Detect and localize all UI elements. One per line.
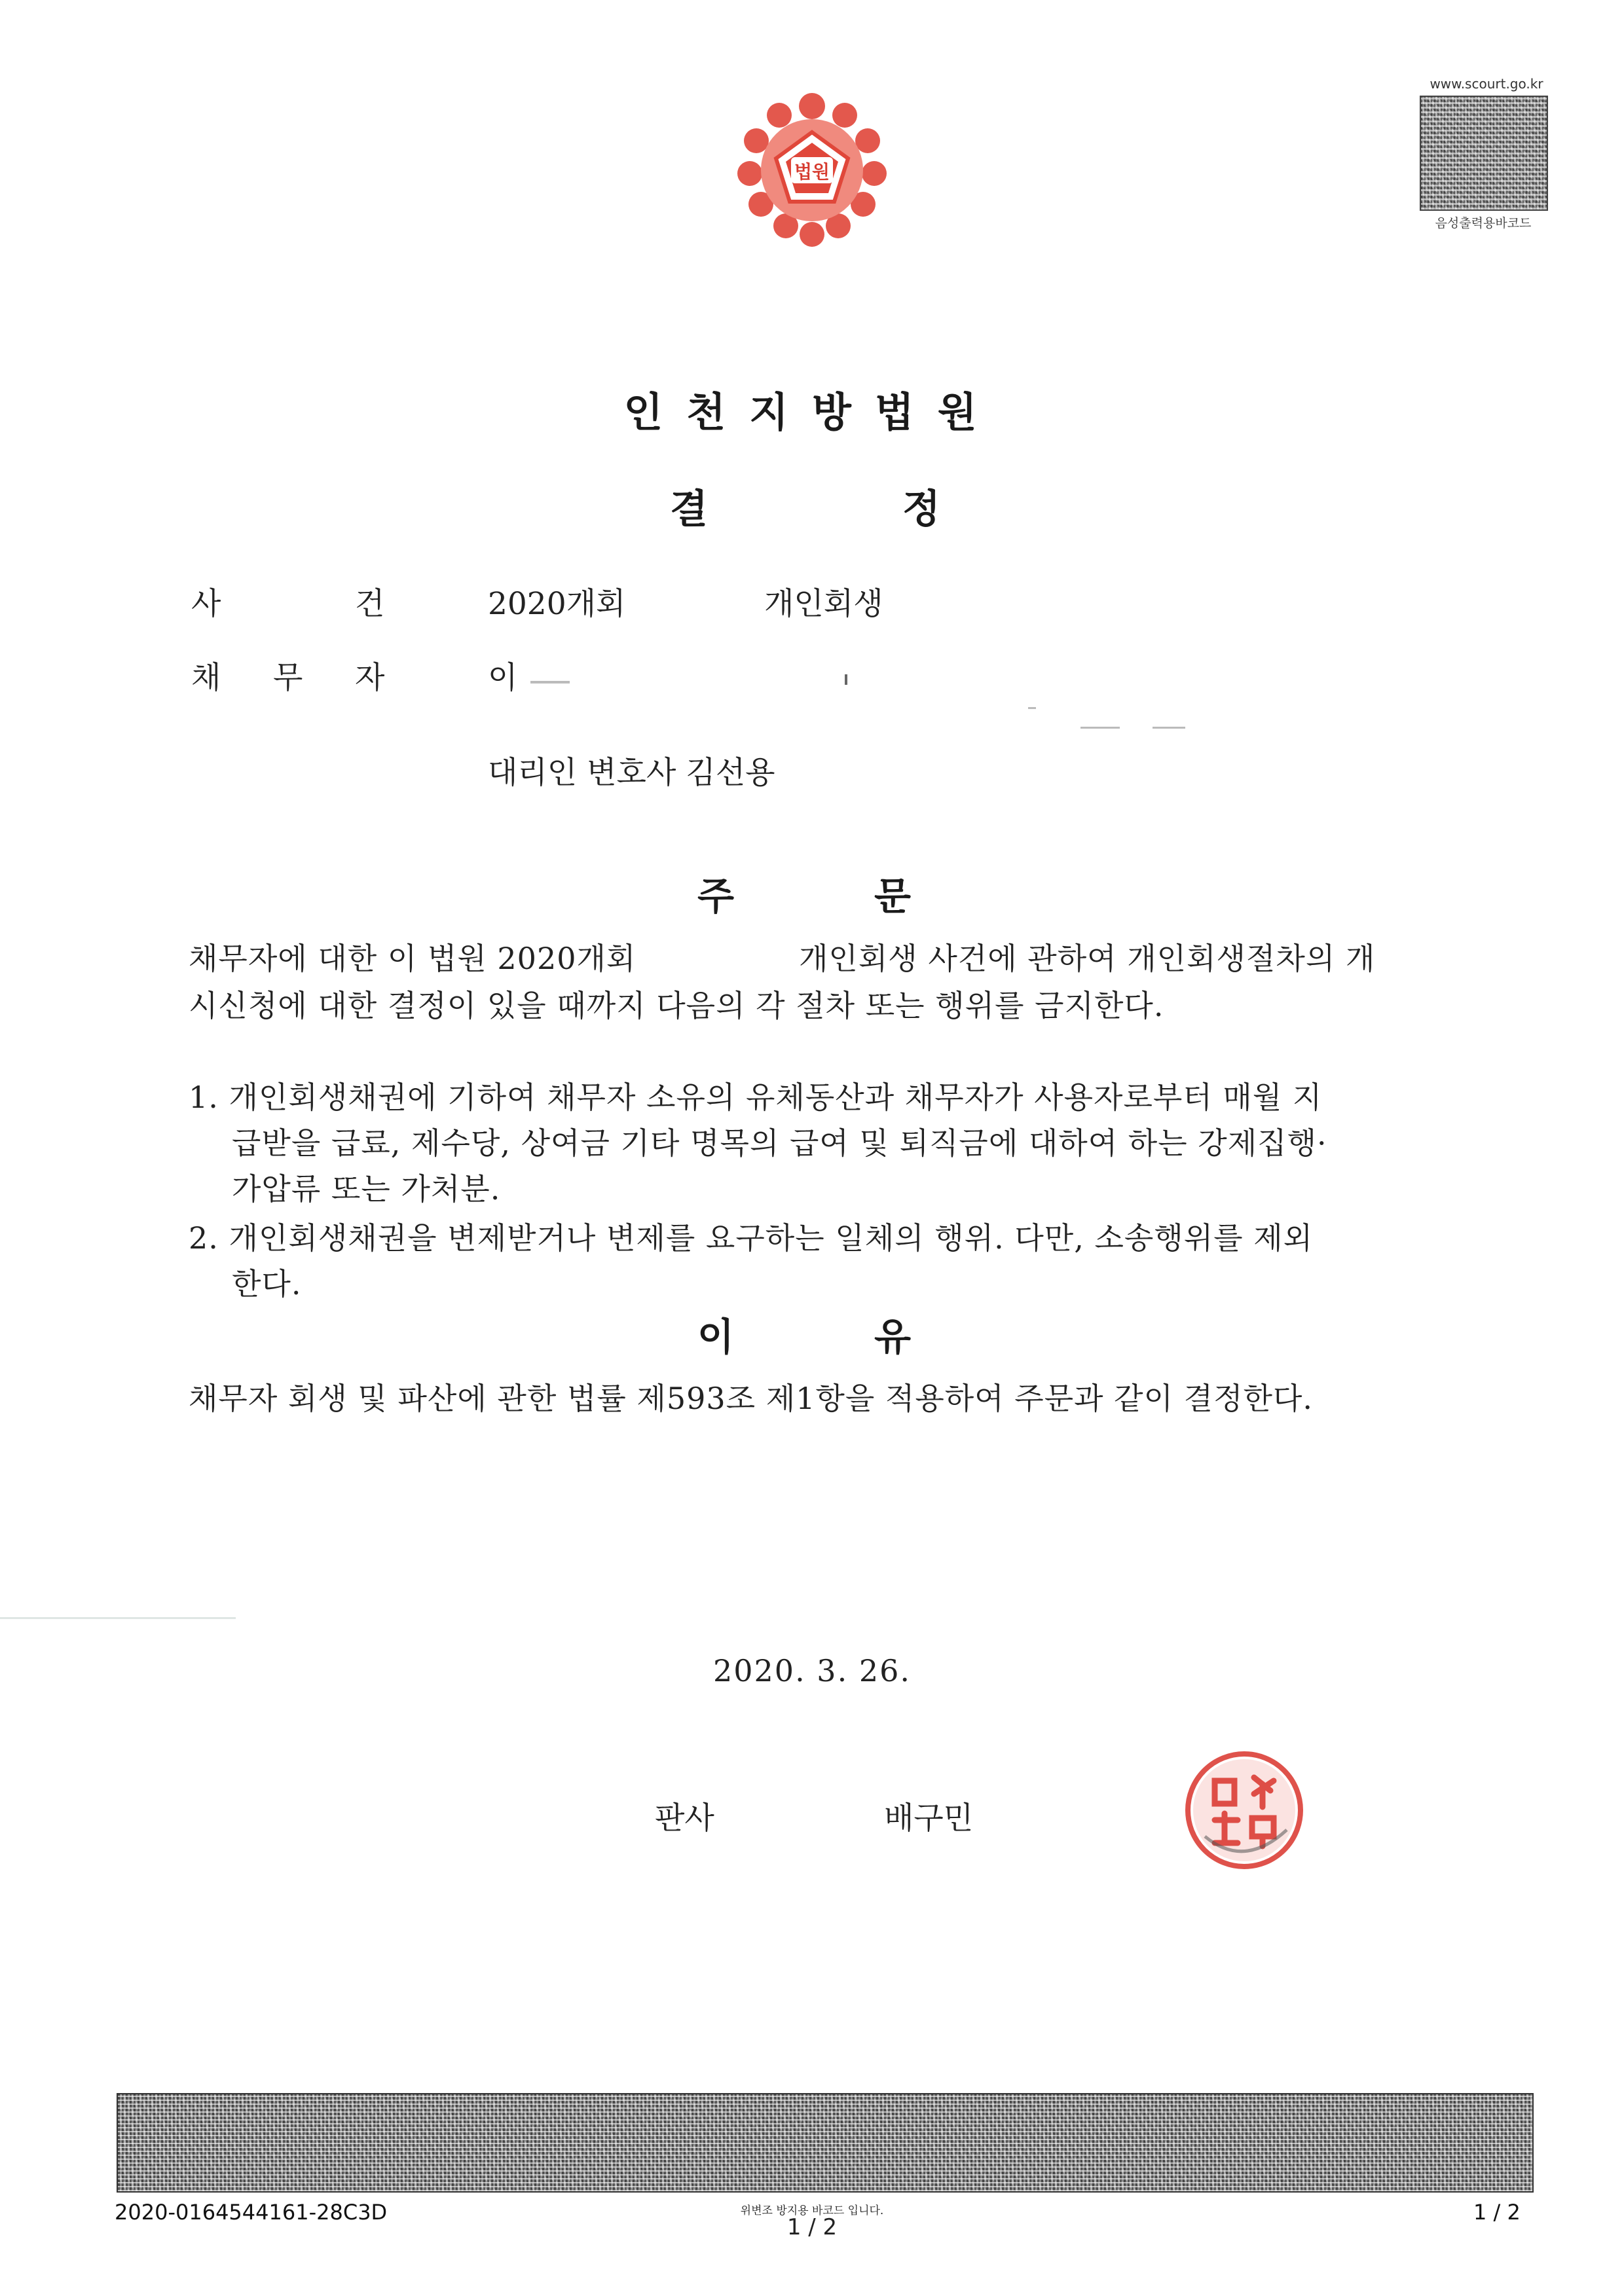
order-item2-line1: 2. 개인회생채권을 변제받거나 변제를 요구하는 일체의 행위. 다만, 소송행위를 제외: [189, 1220, 1314, 1256]
reason-text: 채무자 회생 및 파산에 관한 법률 제593조 제1항을 적용하여 주문과 같이 결정한다.: [189, 1381, 1314, 1416]
seal-text: 법원: [794, 161, 830, 183]
case-type: 개인회생: [764, 586, 883, 622]
court-seal-emblem: [733, 92, 891, 249]
reason-heading-left: 이: [697, 1315, 735, 1359]
order-item1-line2: 급받을 급료, 제수당, 상여금 기타 명목의 급여 및 퇴직금에 대하여 하는 강제집행·: [232, 1125, 1327, 1161]
order-item1-line1: 1. 개인회생채권에 기하여 채무자 소유의 유체동산과 채무자가 사용자로부터 매월 지: [189, 1080, 1323, 1115]
barcode-notice: 위변조 방지용 바코드 입니다.: [740, 2204, 884, 2217]
redaction-mark: [1028, 707, 1036, 709]
qr-url-text: www.scourt.go.kr: [1430, 76, 1543, 92]
judge-title: 판사: [655, 1800, 714, 1836]
page-number-right: 1 / 2: [1473, 2200, 1521, 2225]
order-intro-line-1a: 채무자에 대한 이 법원 2020개회: [189, 941, 637, 976]
order-intro-line-1b: 개인회생 사건에 관하여 개인회생절차의 개: [799, 941, 1376, 976]
anti-forgery-barcode: [117, 2093, 1534, 2193]
qr-caption: 음성출력용바코드: [1435, 216, 1532, 230]
redaction-mark: [845, 674, 847, 685]
order-heading-left: 주: [697, 874, 735, 919]
case-number: 2020개회: [488, 586, 626, 622]
redaction-mark: [530, 681, 570, 683]
order-heading-right: 문: [874, 874, 912, 919]
scan-artifact-line: [0, 1617, 236, 1619]
case-label: 사 건: [191, 586, 388, 622]
order-item1-line3: 가압류 또는 가처분.: [232, 1171, 501, 1207]
audio-barcode-qr: [1420, 96, 1548, 211]
debtor-name: 이: [488, 660, 518, 696]
judge-name: 배구민: [884, 1800, 974, 1836]
order-item2-line2: 한다.: [232, 1266, 302, 1302]
doc-title-left: 결: [670, 486, 708, 532]
doc-title-right: 정: [902, 486, 940, 532]
judge-seal-stamp: [1179, 1745, 1310, 1876]
decision-date: 2020. 3. 26.: [713, 1653, 911, 1688]
debtor-label: 채 무 자: [191, 660, 388, 696]
redaction-mark: [1080, 727, 1120, 729]
debtor-agent: 대리인 변호사 김선용: [488, 755, 775, 791]
reason-heading-right: 유: [874, 1315, 912, 1359]
redaction-mark: [1153, 727, 1185, 729]
document-id: 2020-0164544161-28C3D: [115, 2200, 388, 2225]
court-name-title: 인천지방법원: [623, 388, 1001, 436]
page-number-center: 1 / 2: [786, 2214, 838, 2240]
order-intro-line-2: 시신청에 대한 결정이 있을 때까지 다음의 각 절차 또는 행위를 금지한다.: [189, 988, 1164, 1023]
